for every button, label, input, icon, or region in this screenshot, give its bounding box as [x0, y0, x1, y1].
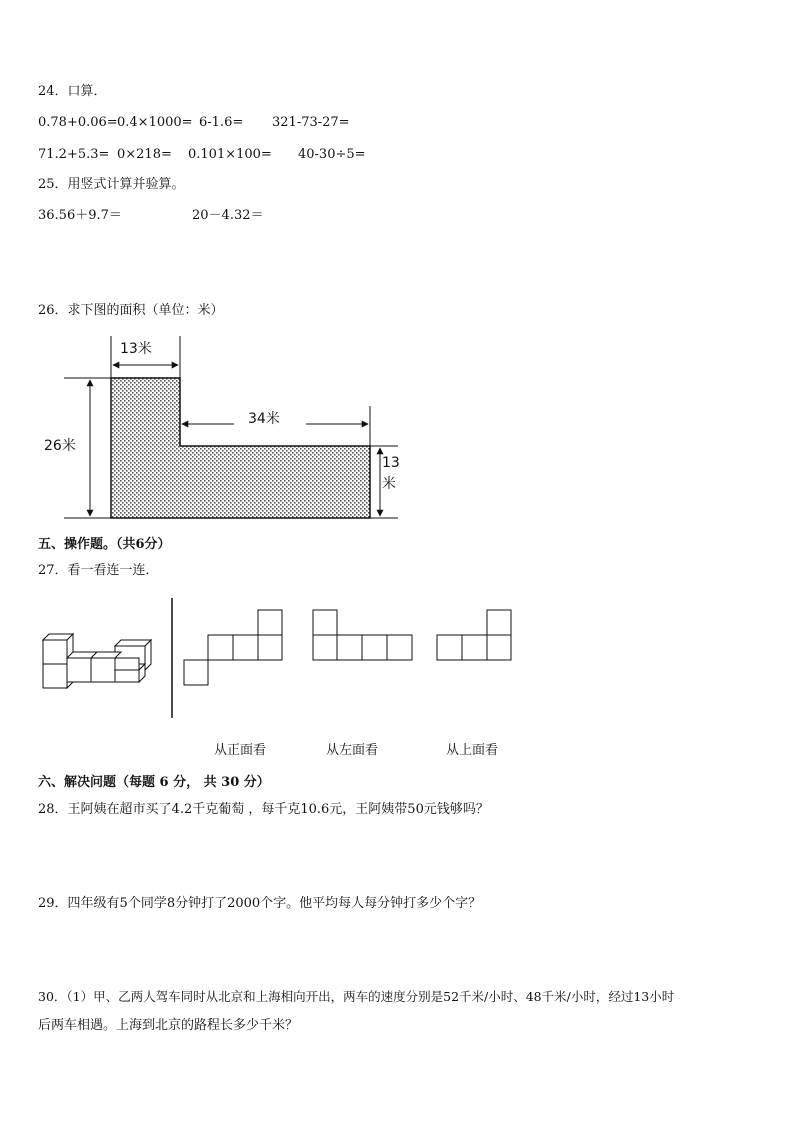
q29-text: 29．四年级有5个同学8分钟打了2000个字。他平均每人每分钟打多少个字？: [38, 896, 482, 911]
label-right-height-num: 13: [382, 455, 400, 471]
view-label-front: 从正面看: [214, 743, 267, 758]
l-shape-figure: [44, 336, 400, 518]
q25-title: 25．用竖式计算并验算。: [38, 177, 185, 192]
q30-line1: 30．（1）甲、乙两人驾车同时从北京和上海相向开出，两车的速度分别是52千米/小时、48千米/小时，经过13小时: [38, 989, 675, 1004]
view-a-figure: [184, 610, 282, 685]
q26-title: 26．求下图的面积（单位：米）: [38, 303, 224, 318]
q24-title: 24．口算．: [38, 84, 107, 99]
label-top-width: 13米: [120, 341, 152, 357]
q24-row2-item3: 0.101×100=: [188, 147, 272, 162]
label-left-height: 26米: [44, 438, 76, 454]
q30-line2: 后两车相遇。上海到北京的路程长多少千米？: [38, 1018, 299, 1033]
q24-row2-item2: 0×218=: [117, 147, 172, 162]
q28-text: 28．王阿姨在超市买了4.2千克葡萄 ，每千克10.6元，王阿姨带50元钱够吗？: [38, 802, 489, 817]
view-label-top: 从上面看: [446, 743, 499, 758]
q24-row1-item4: 321-73-27=: [272, 115, 350, 130]
q24-row1-item2: 0.4×1000=: [117, 115, 193, 130]
q24-row1-item3: 6-1.6=: [199, 115, 244, 130]
label-right-height-unit: 米: [382, 476, 396, 492]
view-c-figure: [437, 610, 511, 660]
section5-title: 五、操作题。（共6分）: [38, 537, 171, 552]
section6-title: 六、解决问题（每题 6 分， 共 30 分）: [38, 775, 270, 790]
q24-row1-item1: 0.78+0.06=: [38, 115, 118, 130]
label-middle-width: 34米: [248, 411, 280, 427]
q25-item1: 36.56＋9.7＝: [38, 208, 122, 223]
q25-item2: 20－4.32＝: [192, 208, 264, 223]
q24-row2-item1: 71.2+5.3=: [38, 147, 110, 162]
cube-solid-figure: [43, 634, 151, 688]
view-b-figure: [313, 610, 412, 660]
q24-row2-item4: 40-30÷5=: [298, 147, 366, 162]
q27-title: 27．看一看连一连．: [38, 563, 159, 578]
l-shape-area: [111, 378, 370, 518]
view-label-left: 从左面看: [326, 743, 379, 758]
